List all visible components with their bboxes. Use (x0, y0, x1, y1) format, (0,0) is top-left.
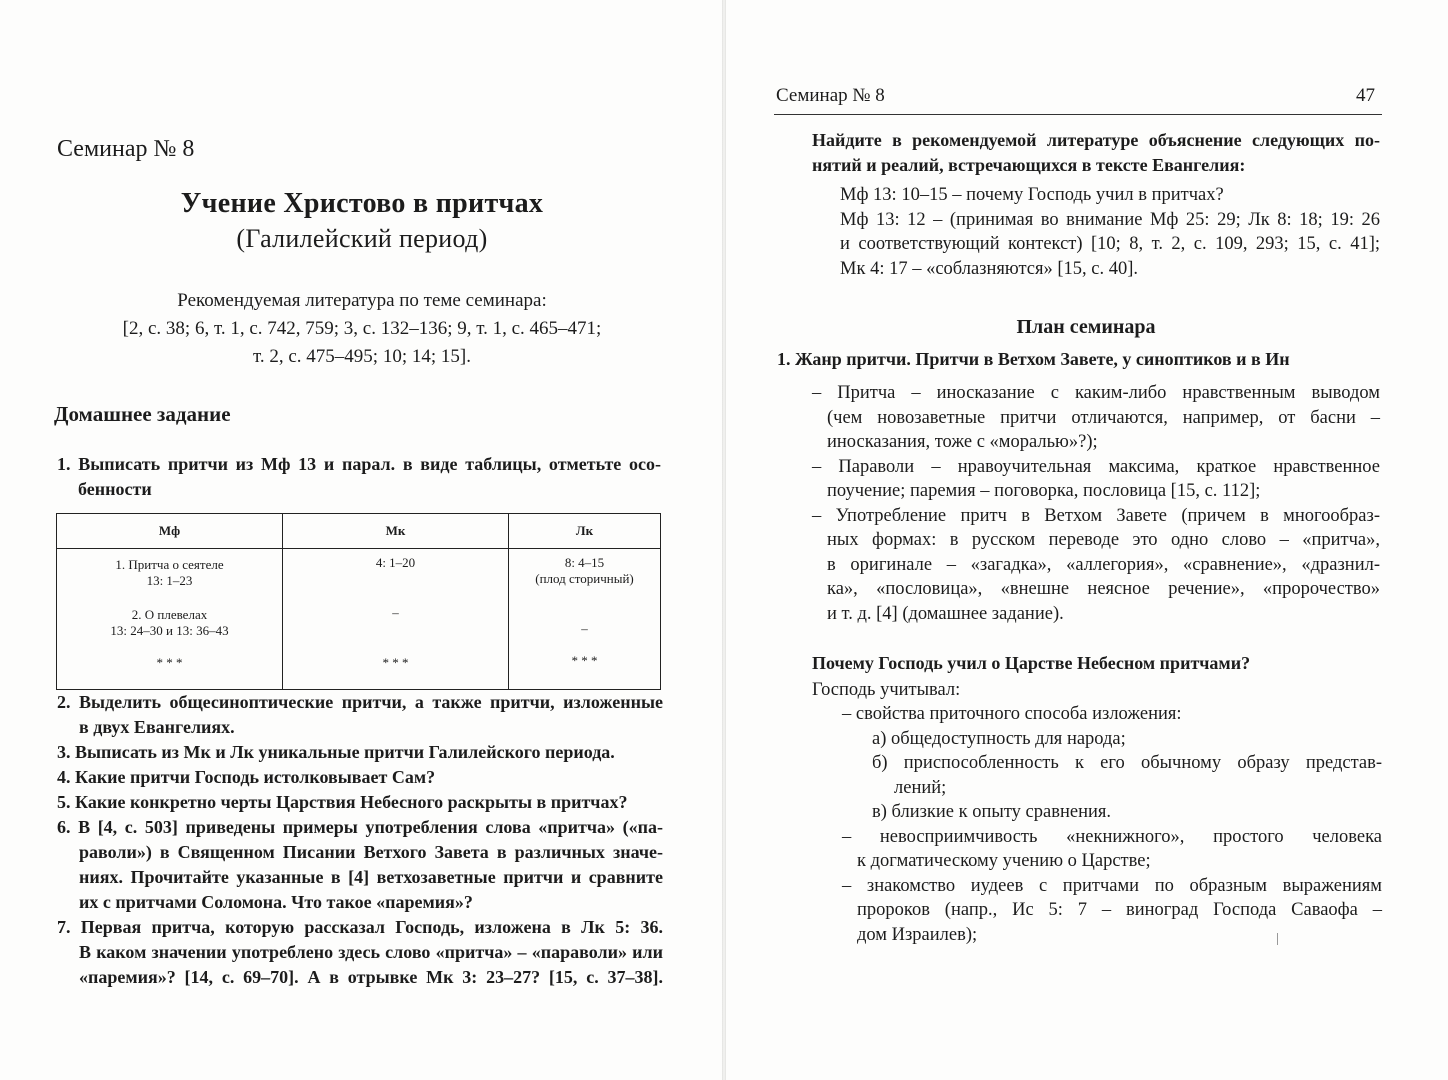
cell-line: – (581, 621, 588, 636)
reference-line: Мф 13: 12 – (принимая во внимание Мф 25: 29; Лк 8: 18; 19: 26 (840, 209, 1380, 230)
plan-line: в оригинале – «загадка», «аллегория», «сравнение», «дразнил- (827, 554, 1380, 575)
cell-line: * * * (156, 655, 183, 670)
task-line: 7. Первая притча, которую рассказал Господь, изложена в Лк 5: 36. (57, 917, 663, 937)
literature-line: [2, с. 38; 6, т. 1, с. 742, 759; 3, с. 132–136; 9, т. 1, с. 465–471; (122, 318, 602, 339)
why-line: б) приспособленность к его обычному образу представ- (872, 753, 1382, 773)
why-line: – невосприимчивость «некнижного», простого человека (842, 826, 1382, 847)
plan-heading: План семинара (1016, 316, 1156, 338)
reference-line: Мф 13: 10–15 – почему Господь учил в притчах? (840, 185, 1224, 205)
task-line: 2. Выделить общесиноптические притчи, а также притчи, изложенные (57, 692, 663, 712)
find-instruction-line: Найдите в рекомендуемой литературе объяснение следующих по- (812, 130, 1380, 150)
why-line: дом Израилев); (857, 924, 978, 945)
why-line: пророков (напр., Ис 5: 7 – виноград Господа Саваофа – (857, 900, 1382, 920)
find-instruction-line: нятий и реалий, встречающихся в тексте Евангелия: (812, 155, 1246, 175)
literature-heading: Рекомендуемая литература по теме семинара: (177, 290, 547, 311)
cell-line: 8: 4–15 (564, 555, 605, 570)
cell-line: – (392, 605, 399, 620)
running-header: Семинар № 8 (776, 85, 885, 106)
why-line: в) близкие к опыту сравнения. (872, 802, 1112, 822)
table-header-mk: Мк (283, 514, 509, 549)
plan-points (812, 381, 1380, 626)
why-line: – свойства приточного способа изложения: (842, 704, 1182, 724)
task-line: 5. Какие конкретно черты Царствия Небесного раскрыты в притчах? (57, 792, 628, 812)
table-cell-mf (57, 549, 283, 690)
task-line: их с притчами Соломона. Что такое «паремия»? (79, 892, 473, 912)
cell-line: 2. О плевелах (131, 607, 208, 622)
why-line: а) общедоступность для народа; (872, 728, 1126, 749)
tasks-list (57, 690, 663, 990)
recommended-literature (60, 287, 664, 371)
cell-line: 13: 24–30 и 13: 36–43 (110, 623, 229, 638)
task-line: 3. Выписать из Мк и Лк уникальные притчи Галилейского периода. (57, 742, 615, 762)
task-line: 6. В [4, с. 503] приведены примеры употребления слова «притча» («па- (57, 817, 663, 837)
plan-line: и т. д. [4] (домашнее задание). (827, 603, 1064, 624)
cell-line: 13: 1–23 (146, 573, 193, 588)
parables-table (56, 513, 661, 690)
task-line: в двух Евангелиях. (79, 717, 235, 737)
table-header-lk: Лк (509, 514, 661, 549)
table-header-mf: Мф (57, 514, 283, 549)
plan-line: (чем новозаветные притчи отличаются, например, от басни – (827, 407, 1380, 428)
reference-line: Мк 4: 17 – «соблазняются» [15, с. 40]. (840, 258, 1139, 279)
considered-label: Господь учитывал: (812, 680, 961, 700)
literature-line: т. 2, с. 475–495; 10; 14; 15]. (253, 346, 471, 367)
page-number: 47 (1356, 85, 1375, 106)
cell-line: 4: 1–20 (375, 555, 416, 570)
plan-item-1: 1. Жанр притчи. Притчи в Ветхом Завете, у синоптиков и в Ин (777, 349, 1290, 369)
header-rule (774, 114, 1382, 115)
page-speck (1277, 933, 1278, 945)
cell-line: (плод сторичный) (535, 571, 634, 586)
chapter-title: Учение Христово в притчах (180, 188, 544, 219)
reference-line: и соответствующий контекст) [10; 8, т. 2, с. 109, 293; 15, с. 41]; (840, 234, 1380, 254)
plan-line: – Употребление притч в Ветхом Завете (причем в многообраз- (812, 505, 1380, 526)
task-line: ниях. Прочитайте указанные в [4] ветхозаветные притчи и сравните (79, 867, 663, 887)
task-line: 4. Какие притчи Господь истолковывает Сам? (57, 767, 436, 787)
table-cell-lk (509, 549, 661, 690)
plan-line: – Параволи – нравоучительная максима, краткое нравственное (812, 456, 1380, 477)
chapter-subtitle: (Галилейский период) (236, 224, 488, 253)
plan-line: – Притча – иносказание с каким-либо нравственным выводом (812, 383, 1380, 403)
task-line: «паремия»? [14, с. 69–70]. А в отрывке Мк 3: 23–27? [15, с. 37–38]. (79, 967, 663, 987)
seminar-label: Семинар № 8 (57, 136, 195, 162)
why-line: лений; (894, 777, 947, 798)
task-1-line: 1. Выписать притчи из Мф 13 и парал. в виде таблицы, отметьте осо- (57, 454, 661, 474)
cell-line: * * * (571, 653, 598, 668)
plan-line: иносказания, тоже с «моралью»?); (827, 432, 1098, 452)
plan-line: ка», «пословица», «внешне неясное речение», «пророчество» (827, 579, 1380, 599)
why-points (842, 702, 1382, 947)
plan-line: поучение; паремия – поговорка, пословица [15, с. 112]; (827, 481, 1261, 501)
task-line: В каком значении употреблено здесь слово «притча» – «параволи» или (79, 942, 663, 962)
gospel-references (840, 183, 1380, 281)
homework-heading: Домашнее задание (54, 402, 231, 426)
task-line: раволи») в Священном Писании Ветхого Завета в различных значе- (79, 842, 663, 862)
why-line: – знакомство иудеев с притчами по образным выражениям (842, 875, 1382, 896)
table-cell-mk (283, 549, 509, 690)
why-line: к догматическому учению о Царстве; (857, 851, 1151, 871)
why-heading: Почему Господь учил о Царстве Небесном притчами? (812, 653, 1251, 673)
plan-line: ных формах: в русском переводе это одно слово – «притча», (827, 530, 1380, 550)
cell-line: 1. Притча о сеятеле (115, 557, 224, 572)
task-1-line: бенности (78, 479, 152, 499)
cell-line: * * * (382, 655, 409, 670)
